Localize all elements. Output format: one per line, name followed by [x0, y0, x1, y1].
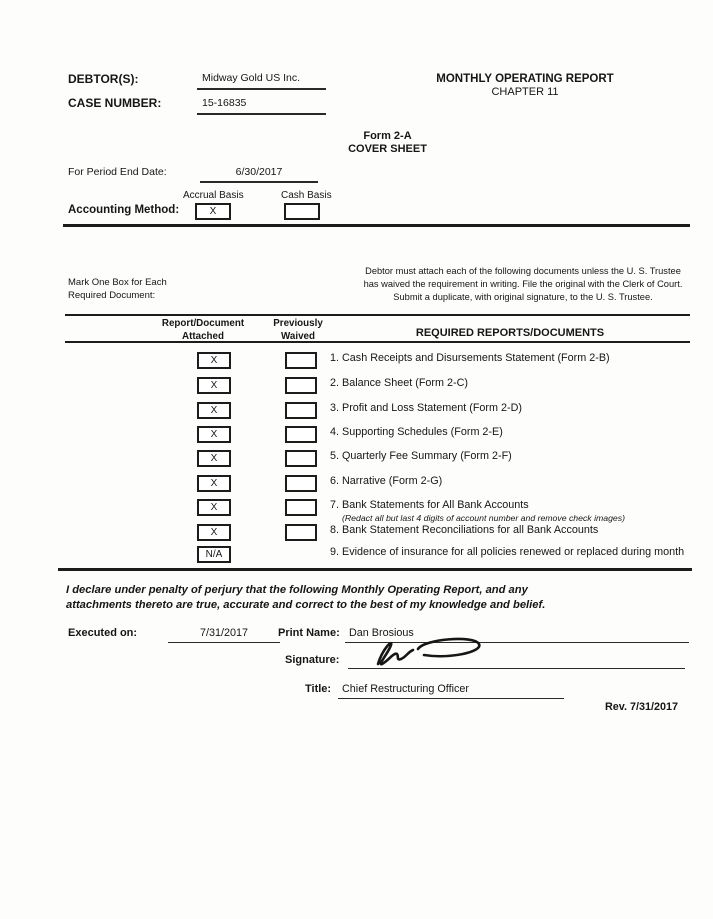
- waived-checkbox: [285, 450, 317, 467]
- table-row: [0, 524, 713, 542]
- col-header-attached: [148, 318, 258, 343]
- attached-checkbox: X: [197, 450, 231, 467]
- waived-checkbox: [285, 426, 317, 443]
- attached-checkbox: N/A: [197, 546, 231, 563]
- attached-checkbox: X: [197, 352, 231, 369]
- accounting-method-label: Accounting Method:: [68, 204, 180, 216]
- perjury-declaration-line2: attachments thereto are true, accurate and correct to the best of my knowledge and belief.: [66, 599, 546, 611]
- row-label: 7. Bank Statements for All Bank Accounts: [330, 499, 529, 511]
- mark-one-box-line1: Mark One Box for Each: [68, 277, 167, 288]
- row-label: 2. Balance Sheet (Form 2-C): [330, 377, 469, 389]
- table-row: [0, 475, 713, 493]
- row-label: 1. Cash Receipts and Disursements Statement (Form 2-B): [330, 352, 610, 364]
- waived-checkbox: [285, 475, 317, 492]
- print-name-value: Dan Brosious: [345, 627, 689, 643]
- table-top-rule: [65, 314, 690, 316]
- attached-checkbox: X: [197, 499, 231, 516]
- row-label: 8. Bank Statement Reconciliations for all Bank Accounts: [330, 524, 599, 536]
- waived-checkbox: [285, 524, 317, 541]
- case-number-value: 15-16835: [197, 97, 326, 115]
- table-row: [0, 426, 713, 444]
- attach-instructions-line2: has waived the requirement in writing. File the original with the Clerk of Court.: [363, 279, 683, 289]
- perjury-declaration-line1: I declare under penalty of perjury that the following Monthly Operating Report, and any: [66, 584, 528, 596]
- row-label: 9. Evidence of insurance for all policies renewed or replaced during month: [330, 546, 685, 558]
- attached-checkbox: X: [197, 402, 231, 419]
- perjury-declaration: [66, 583, 646, 613]
- attach-instructions: [356, 265, 690, 304]
- debtor-label: DEBTOR(S):: [68, 72, 139, 86]
- table-row: [0, 402, 713, 420]
- title-label: Title:: [305, 683, 332, 695]
- cash-basis-label: Cash Basis: [281, 190, 332, 201]
- attached-checkbox: X: [197, 475, 231, 492]
- print-name-label: Print Name:: [278, 627, 340, 639]
- row-label: 6. Narrative (Form 2-G): [330, 475, 443, 487]
- attached-checkbox: X: [197, 524, 231, 541]
- executed-on-value: 7/31/2017: [168, 627, 280, 643]
- attach-instructions-line1: Debtor must attach each of the following documents unless the U. S. Trustee: [365, 266, 681, 276]
- report-title-block: [425, 73, 625, 98]
- cash-basis-checkbox: [284, 203, 320, 220]
- table-row: [0, 450, 713, 468]
- row-label: 3. Profit and Loss Statement (Form 2-D): [330, 402, 523, 414]
- row-label: 4. Supporting Schedules (Form 2-E): [330, 426, 503, 438]
- report-chapter: CHAPTER 11: [491, 86, 559, 98]
- table-row: [0, 377, 713, 395]
- handwritten-signature: [358, 636, 518, 670]
- period-end-value: 6/30/2017: [200, 166, 318, 183]
- report-title: MONTHLY OPERATING REPORT: [436, 73, 614, 85]
- form-code: Form 2-A: [363, 130, 412, 142]
- revision-date: Rev. 7/31/2017: [605, 701, 679, 713]
- col-header-required: REQUIRED REPORTS/DOCUMENTS: [415, 327, 605, 339]
- case-number-label: CASE NUMBER:: [68, 96, 162, 110]
- table-row: [0, 546, 713, 564]
- attach-instructions-line3: Submit a duplicate, with original signature, to the U. S. Trustee.: [393, 292, 653, 302]
- table-row: [0, 499, 713, 523]
- waived-checkbox: [285, 499, 317, 516]
- waived-checkbox: [285, 402, 317, 419]
- col-header-waived-line2: Waived: [281, 330, 315, 342]
- signature-label: Signature:: [285, 654, 340, 666]
- mark-one-box-note: [68, 276, 167, 302]
- table-row: [0, 352, 713, 370]
- divider-bottom: [58, 568, 692, 571]
- waived-checkbox: [285, 352, 317, 369]
- mark-one-box-line2: Required Document:: [68, 290, 156, 301]
- divider-top: [63, 224, 690, 227]
- table-header-rule: [65, 341, 690, 343]
- attached-checkbox: X: [197, 377, 231, 394]
- col-header-waived-line1: Previously: [273, 318, 323, 329]
- form-name: COVER SHEET: [348, 143, 427, 155]
- waived-checkbox: [285, 377, 317, 394]
- col-header-attached-line1: Report/Document: [161, 318, 245, 329]
- form-title-block: [295, 130, 480, 156]
- col-header-waived: [258, 318, 338, 343]
- title-value: Chief Restructuring Officer: [338, 683, 564, 699]
- executed-on-label: Executed on:: [68, 627, 138, 639]
- accrual-basis-checkbox: X: [195, 203, 231, 220]
- debtor-value: Midway Gold US Inc.: [197, 72, 326, 90]
- row-label: 5. Quarterly Fee Summary (Form 2-F): [330, 450, 512, 462]
- col-header-attached-line2: Attached: [182, 330, 224, 342]
- period-end-label: For Period End Date:: [68, 166, 167, 178]
- accrual-basis-label: Accrual Basis: [183, 190, 244, 201]
- row-redaction-note: (Redact all but last 4 digits of account number and remove check images): [342, 513, 625, 523]
- attached-checkbox: X: [197, 426, 231, 443]
